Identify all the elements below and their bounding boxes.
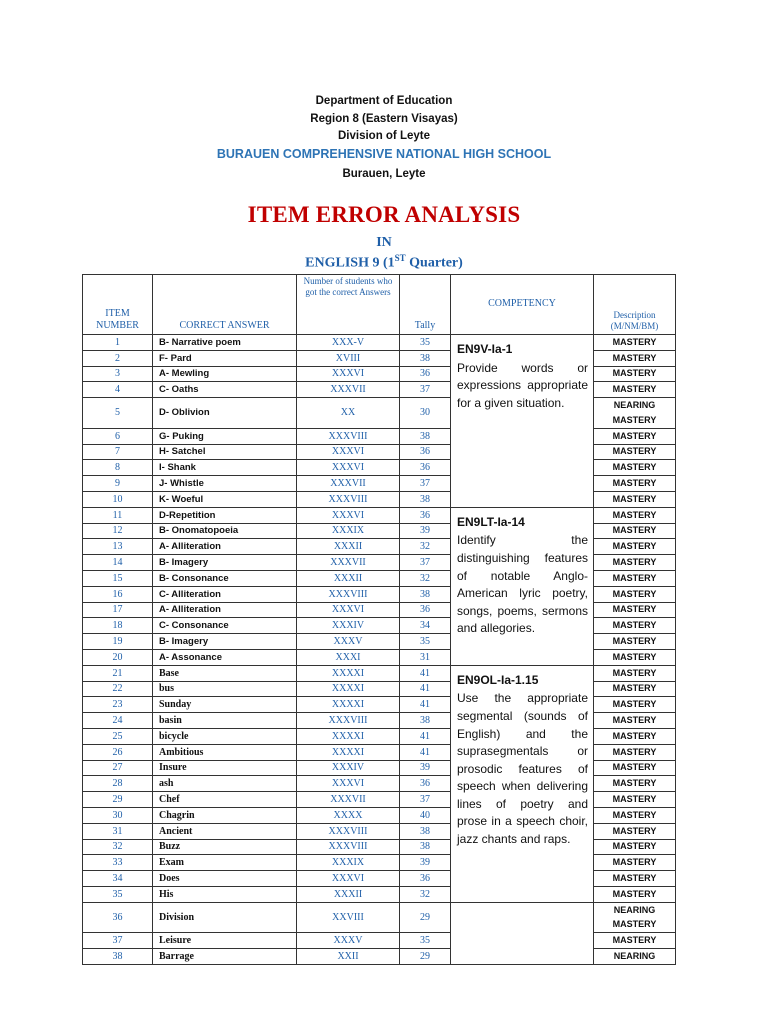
description-cell: MASTERY <box>594 460 676 476</box>
item-number-cell: 34 <box>83 871 153 887</box>
correct-answer-cell: G- Puking <box>153 428 297 444</box>
document-title: ITEM ERROR ANALYSIS <box>247 202 521 227</box>
tally-cell: 38 <box>400 586 451 602</box>
item-number-cell: 24 <box>83 713 153 729</box>
department-line: Department of Education <box>315 95 453 107</box>
item-analysis-table <box>82 274 676 965</box>
item-number-cell: 18 <box>83 618 153 634</box>
description-cell: MASTERY <box>594 681 676 697</box>
table-header-row <box>83 275 676 335</box>
description-cell: MASTERY <box>594 649 676 665</box>
correct-answer-cell: A- Alliteration <box>153 602 297 618</box>
item-number-cell: 23 <box>83 697 153 713</box>
tally-cell: 31 <box>400 649 451 665</box>
correct-answer-cell: B- Narrative poem <box>153 335 297 351</box>
item-number-cell: 26 <box>83 744 153 760</box>
students-roman-cell: XXXVII <box>297 555 400 571</box>
item-number-cell: 32 <box>83 839 153 855</box>
description-cell: MASTERY <box>594 776 676 792</box>
students-roman-cell: XXXVI <box>297 776 400 792</box>
table-row <box>83 335 676 351</box>
tally-cell: 39 <box>400 855 451 871</box>
students-roman-cell: XXXXI <box>297 697 400 713</box>
description-cell: MASTERY <box>594 382 676 398</box>
tally-cell: 30 <box>400 398 451 429</box>
competency-cell <box>451 665 594 902</box>
correct-answer-cell: A- Assonance <box>153 649 297 665</box>
table-row <box>83 902 676 933</box>
col-correct-answer: CORRECT ANSWER <box>153 275 297 335</box>
item-number-cell: 16 <box>83 586 153 602</box>
tally-cell: 37 <box>400 555 451 571</box>
students-roman-cell: XXXVIII <box>297 713 400 729</box>
item-number-cell: 21 <box>83 665 153 681</box>
description-cell: MASTERY <box>594 713 676 729</box>
correct-answer-cell: ash <box>153 776 297 792</box>
students-roman-cell: XXXXI <box>297 681 400 697</box>
col-students-correct: Number of students who got the correct Answers <box>297 275 400 335</box>
department-header <box>0 93 768 146</box>
students-roman-cell: XXXVII <box>297 476 400 492</box>
item-number-cell: 8 <box>83 460 153 476</box>
item-number-cell: 37 <box>83 933 153 949</box>
item-number-cell: 13 <box>83 539 153 555</box>
table-body <box>83 335 676 965</box>
tally-cell: 38 <box>400 823 451 839</box>
subject-sup: ST <box>394 253 406 263</box>
competency-cell <box>451 335 594 508</box>
tally-cell: 36 <box>400 460 451 476</box>
correct-answer-cell: Division <box>153 902 297 933</box>
students-roman-cell: XXXVI <box>297 444 400 460</box>
description-cell: MASTERY <box>594 350 676 366</box>
description-cell: MASTERY <box>594 855 676 871</box>
description-cell: MASTERY <box>594 634 676 650</box>
competency-cell <box>451 507 594 665</box>
description-cell: MASTERY <box>594 507 676 523</box>
description-cell: MASTERY <box>594 744 676 760</box>
correct-answer-cell: B- Imagery <box>153 555 297 571</box>
correct-answer-cell: Leisure <box>153 933 297 949</box>
subject-suffix: Quarter) <box>405 255 463 271</box>
tally-cell: 36 <box>400 366 451 382</box>
description-cell: MASTERY <box>594 444 676 460</box>
description-cell: MASTERY <box>594 839 676 855</box>
item-number-cell: 25 <box>83 728 153 744</box>
correct-answer-cell: Ambitious <box>153 744 297 760</box>
description-cell: MASTERY <box>594 555 676 571</box>
students-roman-cell: XXXII <box>297 570 400 586</box>
item-number-cell: 11 <box>83 507 153 523</box>
title-in: IN <box>376 235 392 250</box>
tally-cell: 32 <box>400 570 451 586</box>
students-roman-cell: XXXXI <box>297 744 400 760</box>
correct-answer-cell: Chef <box>153 792 297 808</box>
correct-answer-cell: His <box>153 886 297 902</box>
tally-cell: 35 <box>400 634 451 650</box>
tally-cell: 32 <box>400 539 451 555</box>
competency-code: EN9LT-Ia-14 <box>457 514 525 529</box>
correct-answer-cell: Chagrin <box>153 807 297 823</box>
school-location: Burauen, Leyte <box>342 168 426 180</box>
description-cell: NEARING <box>594 949 676 965</box>
description-cell: MASTERY <box>594 728 676 744</box>
tally-cell: 41 <box>400 665 451 681</box>
tally-cell: 36 <box>400 602 451 618</box>
students-roman-cell: XXXIV <box>297 760 400 776</box>
description-cell: MASTERY <box>594 491 676 507</box>
competency-text: Provide words or expressions appropriate for a given situation. <box>457 360 588 410</box>
tally-cell: 38 <box>400 428 451 444</box>
correct-answer-cell: basin <box>153 713 297 729</box>
correct-answer-cell: F- Pard <box>153 350 297 366</box>
students-roman-cell: XXXV <box>297 933 400 949</box>
description-cell: MASTERY <box>594 933 676 949</box>
students-roman-cell: XXXII <box>297 539 400 555</box>
item-number-cell: 29 <box>83 792 153 808</box>
division-line: Division of Leyte <box>337 130 431 142</box>
students-roman-cell: XXXII <box>297 886 400 902</box>
correct-answer-cell: Barrage <box>153 949 297 965</box>
tally-cell: 41 <box>400 744 451 760</box>
item-number-cell: 31 <box>83 823 153 839</box>
description-cell: NEARING MASTERY <box>594 398 676 429</box>
item-number-cell: 30 <box>83 807 153 823</box>
competency-text: Use the appropriate segmental (sounds of English) and the suprasegmentals or prosodic features of speech when delivering lines of poetry and prose in a speech choir, jazz chants and raps. <box>457 691 588 847</box>
correct-answer-cell: H- Satchel <box>153 444 297 460</box>
correct-answer-cell: B- Consonance <box>153 570 297 586</box>
item-number-cell: 5 <box>83 398 153 429</box>
item-number-cell: 38 <box>83 949 153 965</box>
students-roman-cell: XXXIX <box>297 855 400 871</box>
tally-cell: 35 <box>400 335 451 351</box>
description-cell: MASTERY <box>594 665 676 681</box>
tally-cell: 36 <box>400 444 451 460</box>
table-row <box>83 665 676 681</box>
item-number-cell: 4 <box>83 382 153 398</box>
competency-code: EN9V-Ia-1 <box>457 342 513 356</box>
students-roman-cell: XXVIII <box>297 902 400 933</box>
students-roman-cell: XXXVIII <box>297 839 400 855</box>
table-row <box>83 507 676 523</box>
subject-line <box>0 253 768 272</box>
description-cell: MASTERY <box>594 618 676 634</box>
item-number-cell: 1 <box>83 335 153 351</box>
students-roman-cell: XXXVIII <box>297 586 400 602</box>
correct-answer-cell: J- Whistle <box>153 476 297 492</box>
item-number-cell: 9 <box>83 476 153 492</box>
students-roman-cell: XXXVI <box>297 871 400 887</box>
item-number-cell: 20 <box>83 649 153 665</box>
school-name: BURAUEN COMPREHENSIVE NATIONAL HIGH SCHOOL <box>216 147 552 161</box>
item-number-cell: 10 <box>83 491 153 507</box>
tally-cell: 41 <box>400 697 451 713</box>
description-cell: MASTERY <box>594 760 676 776</box>
subject-prefix: ENGLISH 9 (1 <box>305 255 395 271</box>
description-cell: MASTERY <box>594 697 676 713</box>
tally-cell: 39 <box>400 760 451 776</box>
competency-text: Identify the distinguishing features of notable Anglo-American lyric poetry, songs, poems, sermons and allegories. <box>457 533 588 636</box>
tally-cell: 34 <box>400 618 451 634</box>
item-number-cell: 19 <box>83 634 153 650</box>
tally-cell: 41 <box>400 681 451 697</box>
description-cell: MASTERY <box>594 428 676 444</box>
students-roman-cell: XXXVII <box>297 792 400 808</box>
students-roman-cell: XXXVI <box>297 507 400 523</box>
students-roman-cell: XXXVII <box>297 382 400 398</box>
students-roman-cell: XXXXI <box>297 728 400 744</box>
description-cell: MASTERY <box>594 807 676 823</box>
description-cell: MASTERY <box>594 523 676 539</box>
description-cell: MASTERY <box>594 570 676 586</box>
students-roman-cell: XXXV <box>297 634 400 650</box>
students-roman-cell: XXXIX <box>297 523 400 539</box>
correct-answer-cell: Exam <box>153 855 297 871</box>
description-cell: MASTERY <box>594 823 676 839</box>
tally-cell: 39 <box>400 523 451 539</box>
item-number-cell: 33 <box>83 855 153 871</box>
item-number-cell: 17 <box>83 602 153 618</box>
item-number-cell: 22 <box>83 681 153 697</box>
item-number-cell: 6 <box>83 428 153 444</box>
correct-answer-cell: A- Mewling <box>153 366 297 382</box>
tally-cell: 35 <box>400 933 451 949</box>
students-roman-cell: XXXI <box>297 649 400 665</box>
description-cell: MASTERY <box>594 335 676 351</box>
correct-answer-cell: B- Onomatopoeia <box>153 523 297 539</box>
description-cell: MASTERY <box>594 366 676 382</box>
col-item-number: ITEM NUMBER <box>83 275 153 335</box>
correct-answer-cell: Insure <box>153 760 297 776</box>
correct-answer-cell: Does <box>153 871 297 887</box>
tally-cell: 37 <box>400 792 451 808</box>
tally-cell: 29 <box>400 949 451 965</box>
item-number-cell: 35 <box>83 886 153 902</box>
description-cell: NEARING MASTERY <box>594 902 676 933</box>
competency-code: EN9OL-Ia-1.15 <box>457 672 539 687</box>
correct-answer-cell: Sunday <box>153 697 297 713</box>
col-tally: Tally <box>400 275 451 335</box>
description-cell: MASTERY <box>594 871 676 887</box>
item-number-cell: 12 <box>83 523 153 539</box>
students-roman-cell: XXXX <box>297 807 400 823</box>
tally-cell: 32 <box>400 886 451 902</box>
correct-answer-cell: C- Alliteration <box>153 586 297 602</box>
tally-cell: 37 <box>400 476 451 492</box>
tally-cell: 41 <box>400 728 451 744</box>
item-number-cell: 3 <box>83 366 153 382</box>
correct-answer-cell: Ancient <box>153 823 297 839</box>
students-roman-cell: XX <box>297 398 400 429</box>
students-roman-cell: XXXIV <box>297 618 400 634</box>
tally-cell: 36 <box>400 776 451 792</box>
description-cell: MASTERY <box>594 476 676 492</box>
tally-cell: 37 <box>400 382 451 398</box>
item-number-cell: 27 <box>83 760 153 776</box>
item-number-cell: 7 <box>83 444 153 460</box>
col-competency: COMPETENCY <box>451 275 594 335</box>
students-roman-cell: XVIII <box>297 350 400 366</box>
tally-cell: 38 <box>400 839 451 855</box>
competency-cell <box>451 902 594 964</box>
correct-answer-cell: I- Shank <box>153 460 297 476</box>
correct-answer-cell: Buzz <box>153 839 297 855</box>
item-number-cell: 14 <box>83 555 153 571</box>
item-number-cell: 15 <box>83 570 153 586</box>
tally-cell: 38 <box>400 713 451 729</box>
description-cell: MASTERY <box>594 886 676 902</box>
correct-answer-cell: B- Imagery <box>153 634 297 650</box>
students-roman-cell: XXXVIII <box>297 823 400 839</box>
item-number-cell: 36 <box>83 902 153 933</box>
tally-cell: 36 <box>400 507 451 523</box>
students-roman-cell: XXXVIII <box>297 428 400 444</box>
correct-answer-cell: K- Woeful <box>153 491 297 507</box>
correct-answer-cell: C- Consonance <box>153 618 297 634</box>
item-number-cell: 28 <box>83 776 153 792</box>
description-cell: MASTERY <box>594 586 676 602</box>
tally-cell: 29 <box>400 902 451 933</box>
tally-cell: 40 <box>400 807 451 823</box>
region-line: Region 8 (Eastern Visayas) <box>310 112 458 125</box>
students-roman-cell: XXXXI <box>297 665 400 681</box>
correct-answer-cell: D- Oblivion <box>153 398 297 429</box>
correct-answer-cell: bus <box>153 681 297 697</box>
correct-answer-cell: Base <box>153 665 297 681</box>
students-roman-cell: XXXVI <box>297 460 400 476</box>
description-cell: MASTERY <box>594 602 676 618</box>
description-cell: MASTERY <box>594 539 676 555</box>
students-roman-cell: XXXVI <box>297 602 400 618</box>
students-roman-cell: XXX-V <box>297 335 400 351</box>
description-cell: MASTERY <box>594 792 676 808</box>
col-description: Description (M/NM/BM) <box>594 275 676 335</box>
tally-cell: 38 <box>400 350 451 366</box>
correct-answer-cell: A- Alliteration <box>153 539 297 555</box>
tally-cell: 36 <box>400 871 451 887</box>
students-roman-cell: XXII <box>297 949 400 965</box>
tally-cell: 38 <box>400 491 451 507</box>
correct-answer-cell: bicycle <box>153 728 297 744</box>
correct-answer-cell: C- Oaths <box>153 382 297 398</box>
students-roman-cell: XXXVI <box>297 366 400 382</box>
item-number-cell: 2 <box>83 350 153 366</box>
students-roman-cell: XXXVIII <box>297 491 400 507</box>
correct-answer-cell: D-Repetition <box>153 507 297 523</box>
